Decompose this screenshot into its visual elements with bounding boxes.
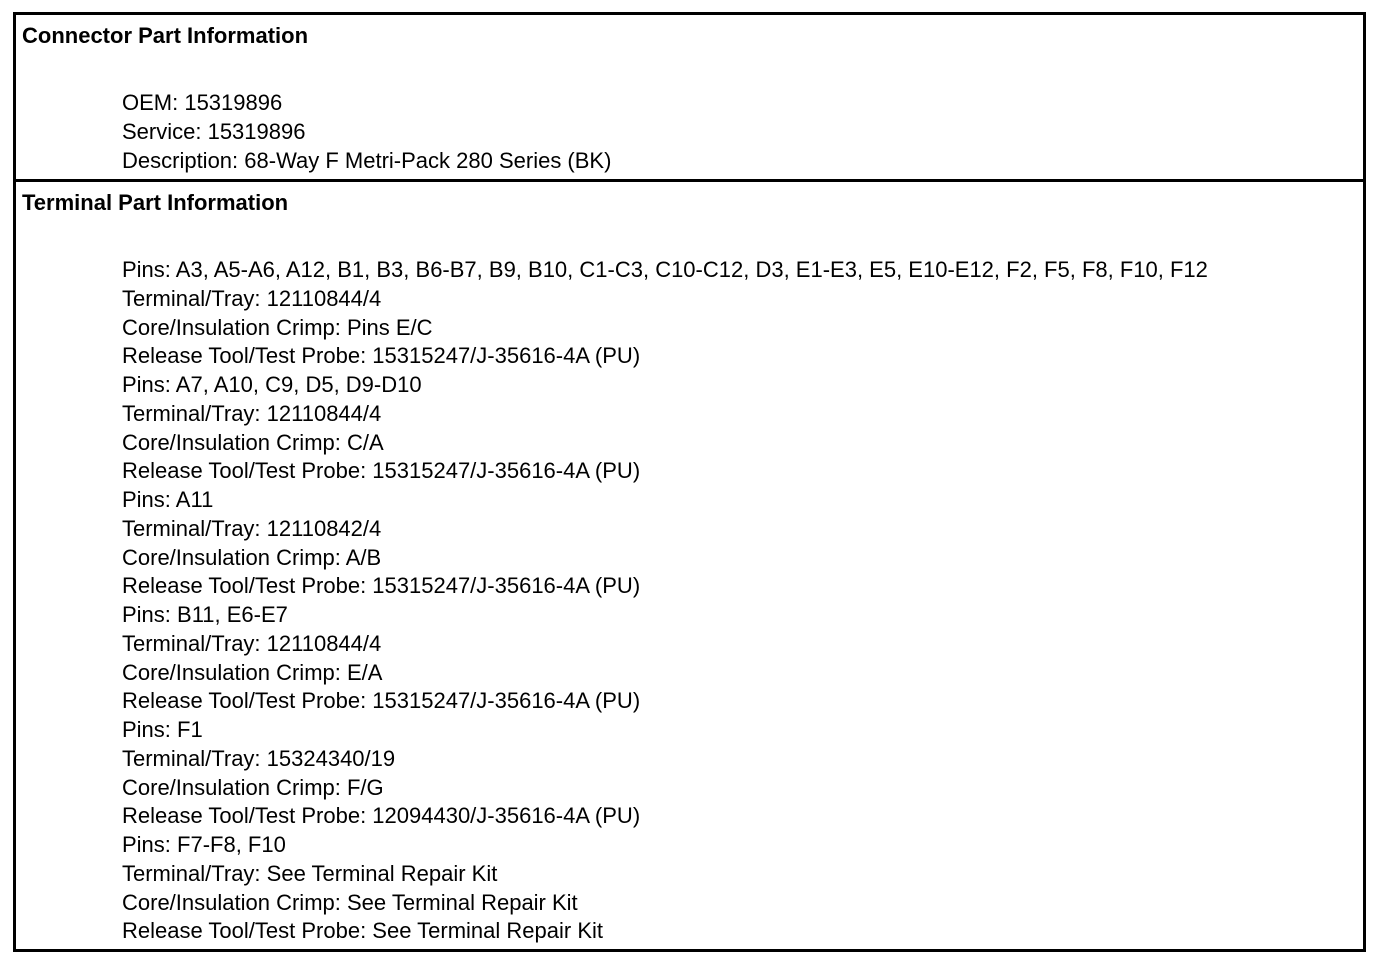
part-info-table bbox=[13, 12, 1366, 952]
terminal-line: Release Tool/Test Probe: 12094430/J-35616-4A (PU) bbox=[122, 803, 641, 829]
terminal-line: Terminal/Tray: See Terminal Repair Kit bbox=[122, 860, 498, 886]
terminal-line: Core/Insulation Crimp: Pins E/C bbox=[122, 314, 433, 340]
connector-service: Service: 15319896 bbox=[122, 118, 306, 144]
terminal-line: Pins: A7, A10, C9, D5, D9-D10 bbox=[122, 372, 422, 397]
terminal-line: Terminal/Tray: 12110844/4 bbox=[122, 400, 382, 426]
terminal-line: Release Tool/Test Probe: 15315247/J-35616-4A (PU) bbox=[122, 343, 641, 369]
terminal-line: Core/Insulation Crimp: E/A bbox=[122, 659, 383, 685]
terminal-line: Pins: F1 bbox=[122, 717, 203, 742]
terminal-line: Terminal/Tray: 12110842/4 bbox=[122, 515, 382, 541]
terminal-line: Core/Insulation Crimp: F/G bbox=[122, 774, 384, 800]
terminal-title: Terminal Part Information bbox=[22, 190, 289, 215]
terminal-line: Terminal/Tray: 12110844/4 bbox=[122, 285, 382, 311]
connector-oem: OEM: 15319896 bbox=[122, 90, 283, 115]
terminal-line: Release Tool/Test Probe: 15315247/J-35616-4A (PU) bbox=[122, 573, 641, 599]
terminal-line: Core/Insulation Crimp: A/B bbox=[122, 544, 382, 570]
connector-description: Description: 68-Way F Metri-Pack 280 Series (BK) bbox=[122, 147, 612, 173]
terminal-line: Release Tool/Test Probe: 15315247/J-35616-4A (PU) bbox=[122, 688, 641, 714]
terminal-line: Pins: B11, E6-E7 bbox=[122, 602, 288, 627]
terminal-details bbox=[122, 256, 1208, 946]
terminal-line: Core/Insulation Crimp: See Terminal Repair Kit bbox=[122, 889, 578, 915]
terminal-line: Core/Insulation Crimp: C/A bbox=[122, 429, 384, 455]
connector-section bbox=[16, 15, 1363, 179]
terminal-line: Terminal/Tray: 12110844/4 bbox=[122, 630, 382, 656]
connector-details bbox=[122, 89, 611, 175]
terminal-line: Pins: A3, A5-A6, A12, B1, B3, B6-B7, B9, B10, C1-C3, C10-C12, D3, E1-E3, E5, E10-E12, F2, F5, F8, F10, F12 bbox=[122, 257, 1208, 282]
terminal-line: Terminal/Tray: 15324340/19 bbox=[122, 745, 396, 771]
terminal-line: Pins: A11 bbox=[122, 487, 214, 512]
terminal-section bbox=[16, 182, 1363, 949]
terminal-line: Release Tool/Test Probe: 15315247/J-35616-4A (PU) bbox=[122, 458, 641, 484]
terminal-line: Release Tool/Test Probe: See Terminal Repair Kit bbox=[122, 918, 603, 944]
terminal-line: Pins: F7-F8, F10 bbox=[122, 832, 286, 857]
connector-title: Connector Part Information bbox=[22, 23, 309, 48]
